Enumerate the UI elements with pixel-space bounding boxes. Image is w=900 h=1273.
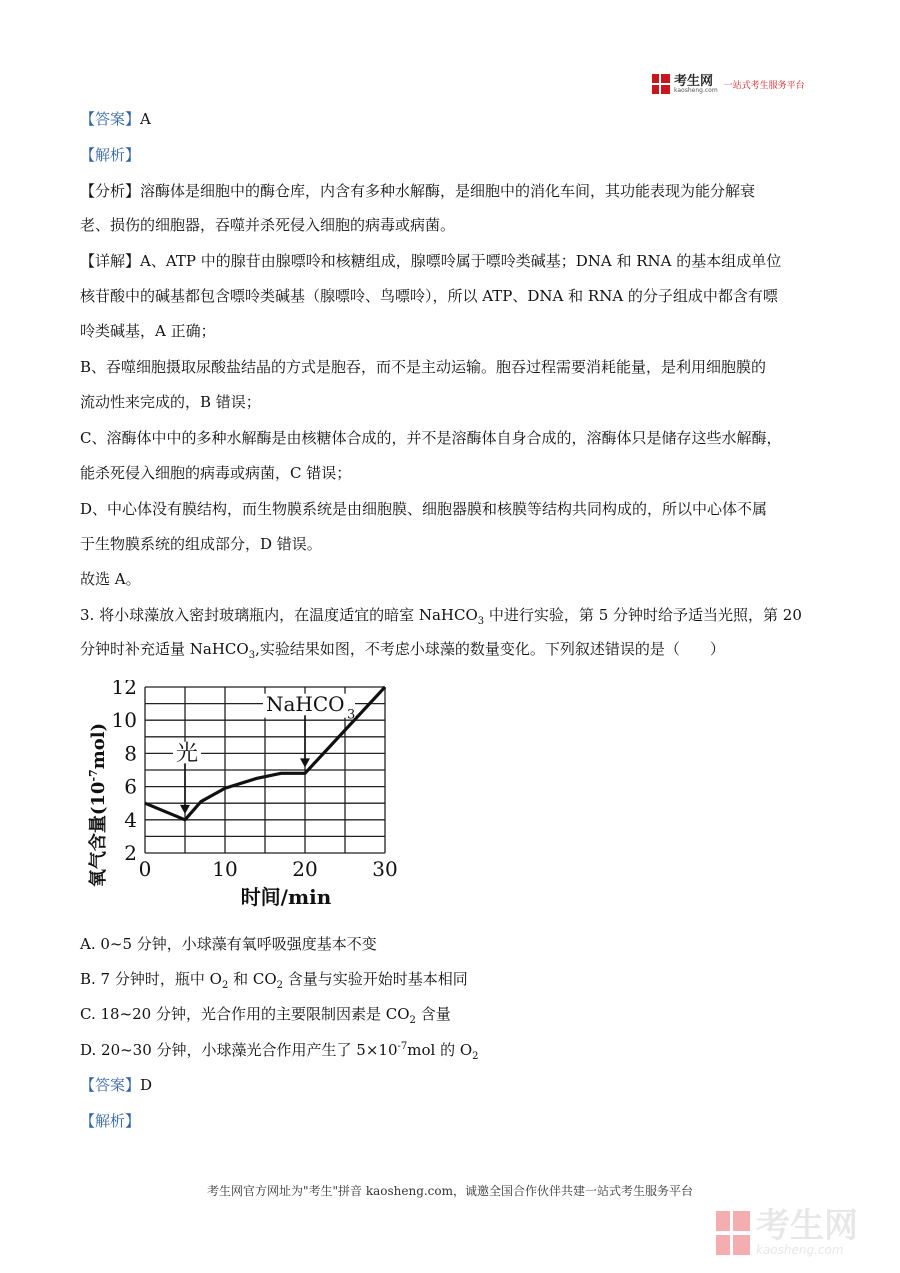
y-tick-label: 6	[124, 774, 137, 799]
answer-tag: 【答案】	[80, 110, 141, 128]
xiangjie-c-2: 能杀死侵入细胞的病毒或病菌，C 错误；	[80, 464, 352, 482]
ylabel-main: 氧气含量(10	[88, 781, 109, 888]
xiangjie-a-3: 呤类碱基，A 正确；	[80, 322, 216, 340]
answer-prev	[80, 109, 151, 129]
answer-q3-value: D	[140, 1076, 153, 1094]
y-tick-label: 10	[111, 708, 137, 733]
analysis-tag: 【解析】	[80, 146, 141, 164]
option-d	[80, 1040, 479, 1060]
xiangjie-line-1	[80, 251, 781, 271]
watermark-logo-icon	[716, 1211, 750, 1255]
chart-xlabel: 时间/min	[240, 885, 332, 909]
annotation-light-label: 光	[175, 741, 199, 767]
option-c-text-1: C. 18~20 分钟，光合作用的主要限制因素是 CO	[80, 1005, 410, 1023]
option-d-sub: 2	[472, 1051, 479, 1062]
xiangjie-conclusion: 故选 A。	[80, 570, 141, 588]
question-sub-2: 3	[248, 650, 256, 661]
option-a: A. 0~5 分钟，小球藻有氧呼吸强度基本不变	[80, 935, 377, 953]
site-logo	[652, 72, 805, 96]
analysis-prev	[80, 145, 140, 165]
fenxi-line-1	[80, 181, 755, 201]
annotation-nahco3-sub: 3	[347, 707, 356, 723]
analysis-q3	[80, 1111, 140, 1131]
fenxi-tag: 【分析】	[80, 182, 141, 200]
y-tick-label: 4	[124, 807, 137, 832]
y-tick-label: 12	[111, 680, 137, 699]
xiangjie-a-2: 核苷酸中的碱基都包含嘌呤类碱基（腺嘌呤、鸟嘌呤），所以 ATP、DNA 和 RNA 的分子组成中都含有嘌	[80, 287, 778, 305]
question-line-1	[80, 605, 802, 625]
x-tick-label: 30	[372, 857, 398, 881]
option-b-sub-2: 2	[276, 980, 283, 991]
xiangjie-a-1: A、ATP 中的腺苷由腺嘌呤和核糖组成，腺嘌呤属于嘌呤类碱基；DNA 和 RNA 的基本组成单位	[140, 252, 782, 270]
logo-slogan: 一站式考生服务平台	[723, 80, 805, 91]
option-d-sup: -7	[397, 1041, 408, 1052]
chart-y-ticks	[112, 680, 137, 865]
watermark-name: 考生网	[756, 1206, 858, 1246]
x-tick-label: 10	[212, 857, 238, 881]
option-d-text-1: D. 20~30 分钟，小球藻光合作用产生了 5×10	[80, 1041, 398, 1059]
watermark-url: kaosheng.com	[756, 1243, 844, 1257]
answer-q3	[80, 1075, 152, 1095]
fenxi-text-1: 溶酶体是细胞中的酶仓库，内含有多种水解酶，是细胞中的消化车间，其功能表现为能分解衰	[140, 182, 756, 200]
watermark	[716, 1204, 886, 1262]
y-tick-label: 2	[124, 841, 137, 865]
option-b-sub-1: 2	[221, 980, 229, 991]
question-sub-1: 3	[477, 616, 485, 627]
option-c-text-2: 含量	[415, 1005, 451, 1023]
option-b	[80, 969, 468, 989]
fenxi-line-2: 老、损伤的细胞器，吞噬并杀死侵入细胞的病毒或病菌。	[80, 216, 456, 234]
ylabel-sup: -7	[87, 769, 100, 782]
question-text-2a: 分钟时补充适量 NaHCO	[80, 640, 249, 658]
question-text-1a: 3. 将小球藻放入密封玻璃瓶内，在温度适宜的暗室 NaHCO	[80, 606, 478, 624]
xiangjie-tag: 【详解】	[80, 252, 141, 270]
analysis-q3-tag: 【解析】	[80, 1112, 141, 1130]
xiangjie-c-1: C、溶酶体中中的多种水解酶是由核糖体合成的，并不是溶酶体自身合成的，溶酶体只是储存这些水解酶，	[80, 429, 782, 447]
annotation-light-arrowhead	[180, 805, 190, 814]
chart-x-ticks	[139, 857, 398, 881]
logo-name: 考生网	[674, 73, 714, 89]
option-c	[80, 1004, 451, 1024]
answer-value: A	[140, 110, 151, 128]
option-b-text-3: 含量与实验开始时基本相同	[283, 970, 468, 988]
xiangjie-d-1: D、中心体没有膜结构，而生物膜系统是由细胞膜、细胞器膜和核膜等结构共同构成的，所以中心体不属	[80, 500, 768, 518]
question-text-1b: 中进行实验，第 5 分钟时给予适当光照，第 20	[484, 606, 802, 624]
xiangjie-b-1: B、吞噬细胞摄取尿酸盐结晶的方式是胞吞，而不是主动运输。胞吞过程需要消耗能量，是利用细胞膜的	[80, 358, 767, 376]
x-tick-label: 20	[292, 857, 318, 881]
option-d-text-2: mol 的 O	[407, 1041, 473, 1059]
question-line-2	[80, 639, 725, 659]
x-tick-label: 0	[138, 857, 152, 881]
xiangjie-d-2: 于生物膜系统的组成部分，D 错误。	[80, 535, 322, 553]
logo-icon	[652, 74, 670, 94]
answer-q3-tag: 【答案】	[80, 1076, 141, 1094]
logo-url: kaosheng.com	[674, 86, 718, 94]
chart-ylabel	[87, 723, 109, 887]
annotation-nahco3-label: NaHCO	[266, 692, 345, 717]
option-c-sub: 2	[409, 1015, 416, 1026]
option-b-text-2: 和 CO	[228, 970, 277, 988]
xiangjie-b-2: 流动性来完成的，B 错误；	[80, 393, 261, 411]
question-text-2b: ,实验结果如图，不考虑小球藻的数量变化。下列叙述错误的是（ ）	[255, 640, 725, 658]
ylabel-end: mol)	[88, 722, 109, 770]
oxygen-chart	[80, 680, 420, 915]
option-b-text-1: B. 7 分钟时，瓶中 O	[80, 970, 222, 988]
y-tick-label: 8	[124, 741, 137, 766]
annotation-nahco3-arrowhead	[300, 758, 310, 767]
page-footer: 考生网官方网址为"考生"拼音 kaosheng.com，诚邀全国合作伙伴共建一站式考生服务平台	[206, 1184, 694, 1198]
